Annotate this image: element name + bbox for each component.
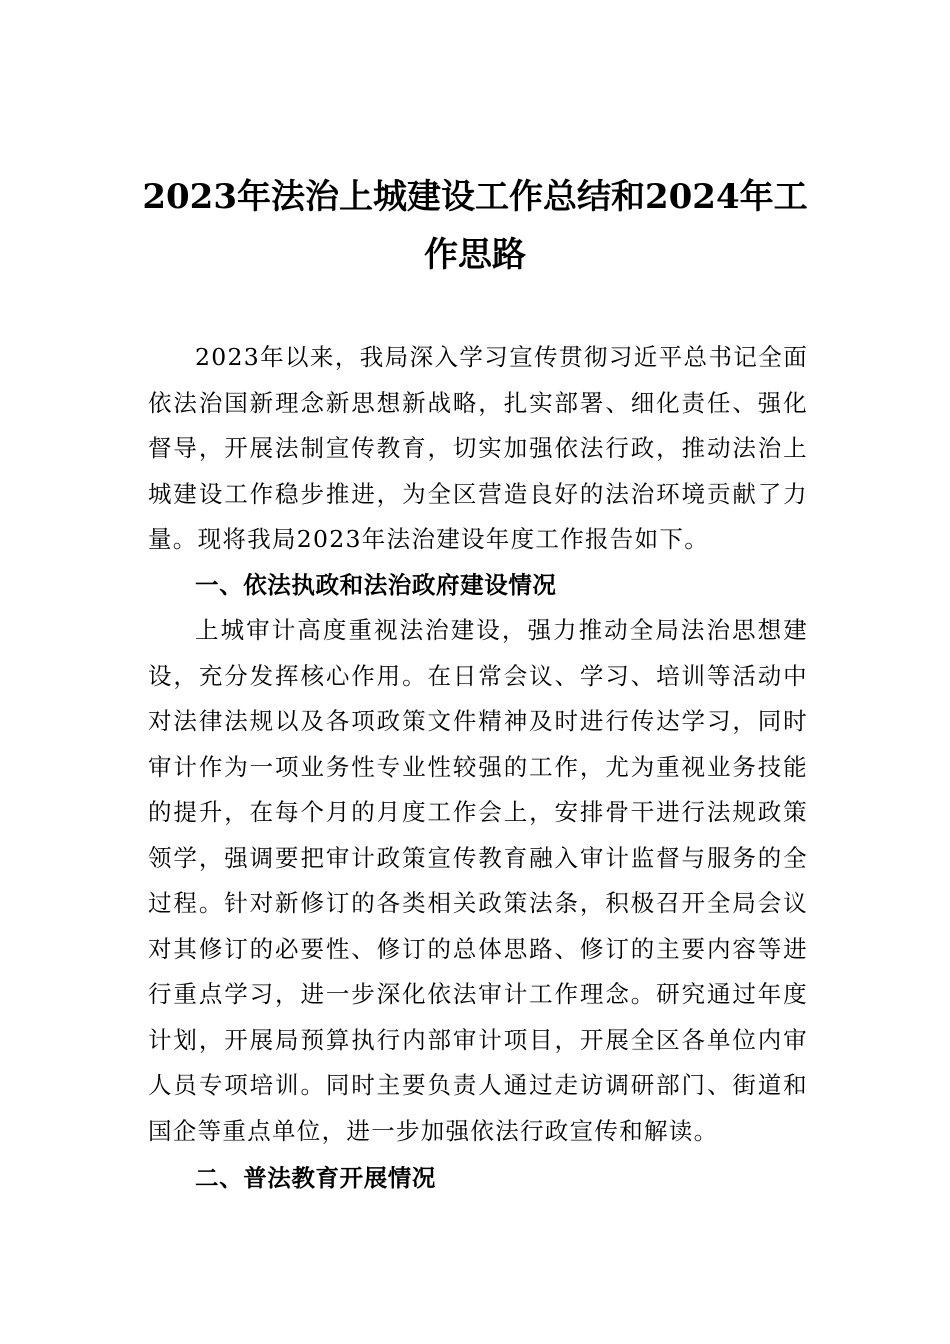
document-title: 2023年法治上城建设工作总结和2024年工作思路 [142,177,808,275]
intro-paragraph: 2023年以来，我局深入学习宣传贯彻习近平总书记全面依法治国新理念新思想新战略，扎实部署、细化责任、强化督导，开展法制宣传教育，切实加强依法行政，推动法治上城建设工作稳步推进，为全区营造良好的法治环境贡献了力量。现将我局2023年法治建设年度工作报告如下。 [148,343,808,553]
section-1-heading: 一、依法执政和法治政府建设情况 [195,570,557,599]
section-2-heading: 二、普法教育开展情况 [195,1164,436,1192]
section-1-paragraph: 上城审计高度重视法治建设，强力推动全局法治思想建设，充分发挥核心作用。在日常会议、学习、培训等活动中对法律法规以及各项政策文件精神及时进行传达学习，同时审计作为一项业务性专业性较强的工作，尤为重视业务技能的提升，在每个月的月度工作会上，安排骨干进行法规政策领学，强调要把审计政策宣传教育融入审计监督与服务的全过程。针对新修订的各类相关政策法条，积极召开全局会议对其修订的必要性、修订的总体思路、修订的主要内容等进行重点学习，进一步深化依法审计工作理念。研究通过年度计划，开展局预算执行内部审计项目，开展全区各单位内审人员专项培训。同时主要负责人通过走访调研部门、街道和国企等重点单位，进一步加强依法行政宣传和解读。 [148,616,808,1145]
document-body [148,335,808,1202]
